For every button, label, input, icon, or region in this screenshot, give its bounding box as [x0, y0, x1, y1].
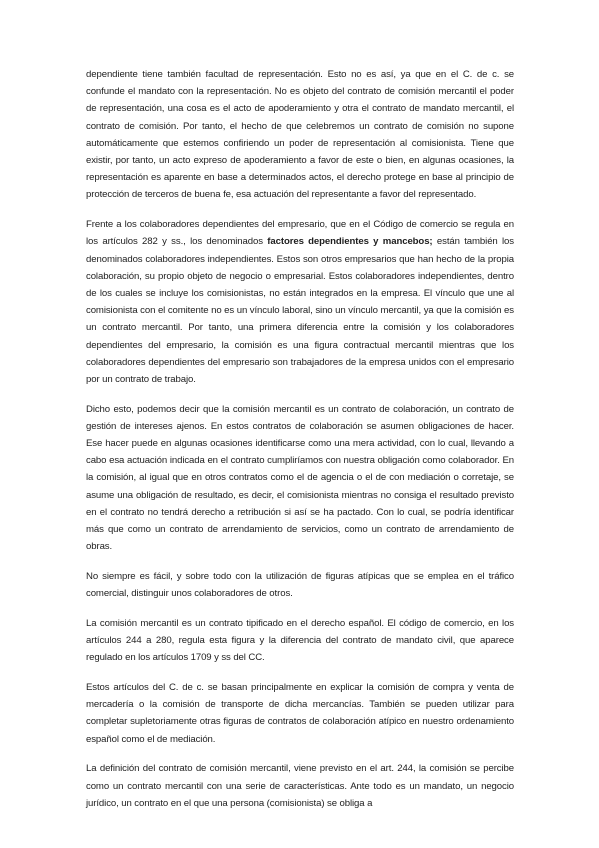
paragraph-text-before-bold: Frente a los colaboradores dependientes del empresario, que en el Código de comercio se regula en los artículos 282 y ss., los denominados: [86, 219, 514, 248]
paragraph-articles-cc: Estos artículos del C. de c. se basan principalmente en explicar la comisión de compra y venta de mercadería o la comisión de transporte de dicha mercancías. También se pueden utilizar para completar supletoriamente otras figuras de contratos de colaboración atípico en nuestro ordenamiento español como el de mediación.: [86, 682, 514, 745]
document-body: [86, 66, 514, 824]
paragraph-atypical-figures: No siempre es fácil, y sobre todo con la utilización de figuras atípicas que se emplea en el tráfico comercial, distinguir unos colaboradores de otros.: [86, 570, 514, 600]
paragraph-definition: La definición del contrato de comisión mercantil, viene previsto en el art. 244, la comisión se percibe como un contrato mercantil con una serie de características. Ante todo es un mandato, un negocio jurídico, un contrato en el que una persona (comisionista) se obliga a: [86, 763, 514, 809]
paragraph-independent-collaborators: [86, 216, 514, 388]
bold-term-factores: factores dependientes y mancebos;: [267, 236, 433, 248]
paragraph-typified-contract: La comisión mercantil es un contrato tipificado en el derecho español. El código de comercio, en los artículos 244 a 280, regula esta figura y la diferencia del contrato de mandato civil, que aparece regulado en los artículos 1709 y ss del CC.: [86, 617, 514, 664]
paragraph-text-after-bold: están también los denominados colaboradores independientes. Estos son otros empresarios que han hecho de la propia colaboración, su propio objeto de negocio o empresarial. Estos colaboradores independientes, dentro de los cuales se incluye los comisionistas, no están integrados en la empresa. El vínculo que une al comisionista con el comitente no es un vínculo laboral, sino un vínculo mercantil, ya que la comisión es un contrato mercantil. Por tanto, una primera diferencia entre la comisión y los colaboradores dependientes del empresario, la comisión es una figura contractual mercantil mientras que los colaboradores dependientes del empresario son trabajadores de la empresa unidos con el empresario por un contrato de trabajo.: [86, 236, 514, 385]
paragraph-collaboration-contract: Dicho esto, podemos decir que la comisión mercantil es un contrato de colaboración, un contrato de gestión de intereses ajenos. En estos contratos de colaboración se asumen obligaciones de hacer. Ese hacer puede en algunas ocasiones identificarse como una mera actividad, con lo cual, llevando a cabo esa actuación indicada en el contrato cumpliríamos con nuestra obligación como colaborador. En la comisión, al igual que en otros contratos como el de agencia o el de con mediación o corretaje, se asume una obligación de resultado, es decir, el comisionista mientras no consiga el resultado previsto en el contrato no tendrá derecho a retribución si así se ha pactado. Con lo cual, se podría identificar más que como un contrato de arrendamiento de servicios, como un contrato de arrendamiento de obras.: [86, 403, 514, 553]
paragraph-representation: dependiente tiene también facultad de representación. Esto no es así, ya que en el C. de c. se confunde el mandato con la representación. No es objeto del contrato de comisión mercantil el poder de representación, una cosa es el acto de apoderamiento y otra el contrato de mandato mercantil, el contrato de comisión. Por tanto, el hecho de que celebremos un contrato de comisión no supone automáticamente que estemos confiriendo un poder de representación al comisionista. Tiene que existir, por tanto, un acto expreso de apoderamiento a favor de este o bien, en algunas ocasiones, la representación es aparente en base a determinados actos, el derecho protege en base al principio de protección de terceros de buena fe, esa actuación del representante a favor del representado.: [86, 69, 514, 201]
